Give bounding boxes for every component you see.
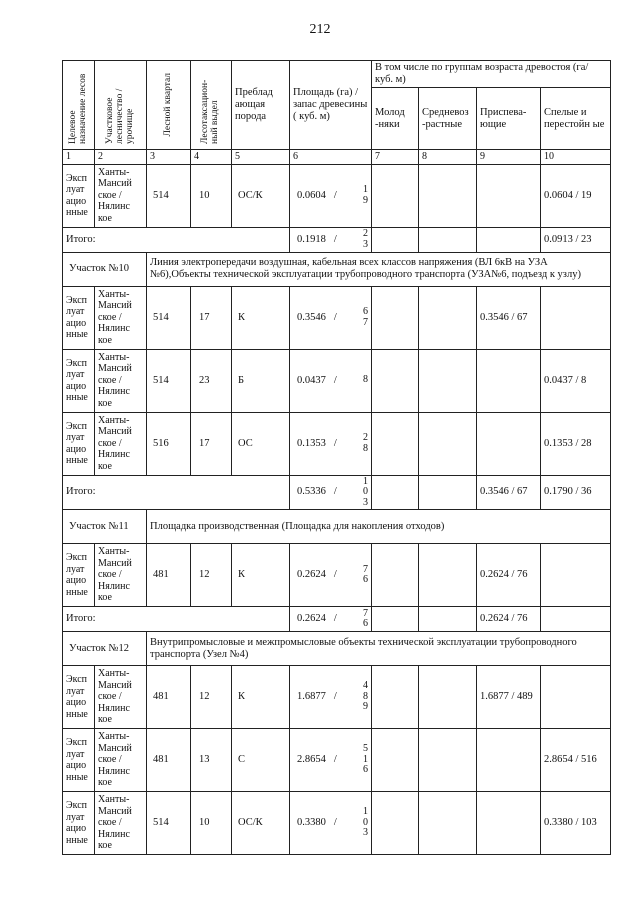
ripening-cell xyxy=(477,607,541,632)
purpose-cell xyxy=(63,666,95,729)
ripening-cell xyxy=(477,792,541,855)
separator: / xyxy=(333,233,337,245)
separator: / xyxy=(333,817,337,829)
mature-cell xyxy=(541,729,611,792)
forestry-cell xyxy=(95,286,147,349)
middle-cell xyxy=(419,164,477,227)
middle-cell xyxy=(419,349,477,412)
section-description: Внутрипромысловые и межпромысловые объекты технической эксплуатации трубопроводного транспорта (Узел №4) xyxy=(150,636,577,660)
area-stock-cell xyxy=(290,792,372,855)
middle-cell xyxy=(419,286,477,349)
header-area: Площадь (га) / запас древесины ( куб. м) xyxy=(290,61,372,150)
purpose: Эксп луат ацио нные xyxy=(66,674,88,720)
plot-cell xyxy=(191,164,232,227)
purpose-cell xyxy=(63,792,95,855)
purpose: Эксп луат ацио нные xyxy=(66,420,88,467)
ripening: 0.2624 / 76 xyxy=(480,613,528,625)
separator: / xyxy=(333,486,337,498)
section-description: Линия электропередачи воздушная, кабельная всех классов напряжения (ВЛ 6кВ на УЗА №6),Объекты технической эксплуатации трубопроводного транспорта (УЗА№6, подъезд к узлу) xyxy=(150,257,581,281)
section-description: Площадка производственная (Площадка для накопления отходов) xyxy=(150,520,445,532)
mature: 0.1353 / 28 xyxy=(544,437,592,449)
species: К xyxy=(238,311,246,323)
section-name-cell xyxy=(63,252,147,286)
section-name-cell xyxy=(63,510,147,544)
forestry-cell xyxy=(95,412,147,475)
plot-cell xyxy=(191,792,232,855)
stock-value xyxy=(363,229,368,250)
stock-digit: 9 xyxy=(363,194,368,206)
stock-digit: 7 xyxy=(363,316,368,328)
plot-cell xyxy=(191,544,232,607)
stock-digit: 3 xyxy=(363,496,368,508)
area-stock-cell xyxy=(290,286,372,349)
stock-digit: 6 xyxy=(363,306,368,318)
ripening-cell xyxy=(477,227,541,252)
plot: 17 xyxy=(199,437,210,449)
species-cell xyxy=(232,349,290,412)
species-cell xyxy=(232,412,290,475)
stock-digit: 1 xyxy=(363,806,368,818)
total-label: Итого: xyxy=(66,233,96,245)
col-number: 4 xyxy=(191,150,232,165)
quarter-cell xyxy=(147,164,191,227)
plot: 23 xyxy=(199,374,210,386)
header-purpose: Целевое назначение лесов xyxy=(63,61,95,150)
purpose-cell xyxy=(63,286,95,349)
area-stock-cell xyxy=(290,349,372,412)
species: Б xyxy=(238,374,245,386)
species: К xyxy=(238,691,246,703)
stock-value xyxy=(363,375,368,386)
stock-digit: 2 xyxy=(363,432,368,444)
stock-value xyxy=(363,744,368,776)
stock-digit: 6 xyxy=(363,618,368,630)
header-species: Преблад ающая порода xyxy=(232,61,290,150)
area-stock-cell xyxy=(290,607,372,632)
young-cell xyxy=(372,286,419,349)
stock-digit: 7 xyxy=(363,563,368,575)
young-cell xyxy=(372,227,419,252)
stock-digit: 2 xyxy=(363,228,368,240)
total-label: Итого: xyxy=(66,613,96,625)
quarter-cell xyxy=(147,349,191,412)
mature: 0.0437 / 8 xyxy=(544,374,587,386)
species-cell xyxy=(232,286,290,349)
table-body xyxy=(63,61,611,855)
species: ОС/К xyxy=(238,189,263,201)
purpose-cell xyxy=(63,349,95,412)
header-ripening: Приспева- ющие xyxy=(477,88,541,150)
table-row xyxy=(63,412,611,475)
stock-digit: 1 xyxy=(363,184,368,196)
section-desc-cell xyxy=(147,632,611,666)
quarter-cell xyxy=(147,792,191,855)
header-row xyxy=(63,61,611,88)
mature: 0.1790 / 36 xyxy=(544,486,592,498)
plot: 13 xyxy=(199,754,210,766)
section-name: Участок №10 xyxy=(69,263,129,275)
stock-digit: 3 xyxy=(363,238,368,250)
mature-cell xyxy=(541,164,611,227)
young-cell xyxy=(372,475,419,510)
header-middle: Средневоз -растные xyxy=(419,88,477,150)
header-plot: Лесотаксацион-ный выдел xyxy=(191,61,232,150)
ripening-cell xyxy=(477,286,541,349)
stock-digit: 8 xyxy=(363,442,368,454)
purpose-cell xyxy=(63,729,95,792)
quarter: 481 xyxy=(153,754,169,766)
mature-cell xyxy=(541,544,611,607)
area-value: 0.1918 xyxy=(297,233,326,245)
col-number: 8 xyxy=(419,150,477,165)
mature-cell xyxy=(541,475,611,510)
stock-digit: 4 xyxy=(363,680,368,692)
total-row xyxy=(63,227,611,252)
forestry-cell xyxy=(95,666,147,729)
ripening: 0.2624 / 76 xyxy=(480,569,528,581)
purpose: Эксп луат ацио нные xyxy=(66,357,88,404)
species-cell xyxy=(232,729,290,792)
quarter: 514 xyxy=(153,817,169,829)
area-value: 0.2624 xyxy=(297,569,326,581)
area-stock-cell xyxy=(290,412,372,475)
young-cell xyxy=(372,729,419,792)
ripening: 1.6877 / 489 xyxy=(480,691,533,703)
plot-cell xyxy=(191,286,232,349)
separator: / xyxy=(333,569,337,581)
separator: / xyxy=(333,311,337,323)
forest-table xyxy=(62,60,611,855)
mature-cell xyxy=(541,792,611,855)
section-name: Участок №12 xyxy=(69,642,129,654)
stock-value xyxy=(363,307,368,328)
stock-digit: 0 xyxy=(363,816,368,828)
header-age-groups: В том числе по группам возраста древостоя (га/ куб. м) xyxy=(372,61,611,88)
quarter: 481 xyxy=(153,691,169,703)
purpose: Эксп луат ацио нные xyxy=(66,172,88,219)
total-label-cell xyxy=(63,227,290,252)
ripening-cell xyxy=(477,412,541,475)
area-value: 0.5336 xyxy=(297,486,326,498)
separator: / xyxy=(333,374,337,386)
quarter: 516 xyxy=(153,437,169,449)
middle-cell xyxy=(419,412,477,475)
mature-cell xyxy=(541,286,611,349)
separator: / xyxy=(333,613,337,625)
quarter: 514 xyxy=(153,374,169,386)
area-value: 0.1353 xyxy=(297,437,326,449)
area-value: 0.2624 xyxy=(297,613,326,625)
forestry-cell xyxy=(95,544,147,607)
middle-cell xyxy=(419,729,477,792)
area-value: 0.0604 xyxy=(297,189,326,201)
species-cell xyxy=(232,792,290,855)
stock-digit: 8 xyxy=(363,690,368,702)
col-number: 1 xyxy=(63,150,95,165)
stock-digit: 3 xyxy=(363,827,368,839)
mature-cell xyxy=(541,412,611,475)
table-row xyxy=(63,164,611,227)
ripening-cell xyxy=(477,475,541,510)
stock-value xyxy=(363,565,368,586)
quarter-cell xyxy=(147,286,191,349)
area-value: 0.3546 xyxy=(297,311,326,323)
header-young: Молод -няки xyxy=(372,88,419,150)
young-cell xyxy=(372,792,419,855)
plot: 10 xyxy=(199,189,210,201)
section-desc-cell xyxy=(147,252,611,286)
forestry: Ханты- Мансий ское / Нялинс кое xyxy=(98,546,132,604)
quarter: 514 xyxy=(153,189,169,201)
stock-digit: 5 xyxy=(363,743,368,755)
quarter-cell xyxy=(147,412,191,475)
species: ОС xyxy=(238,437,253,449)
area-stock-cell xyxy=(290,475,372,510)
stock-digit: 8 xyxy=(363,374,368,386)
table-row xyxy=(63,349,611,412)
forestry-cell xyxy=(95,349,147,412)
total-label: Итого: xyxy=(66,486,96,498)
young-cell xyxy=(372,164,419,227)
stock-value xyxy=(363,807,368,839)
section-name-cell xyxy=(63,632,147,666)
table-row xyxy=(63,792,611,855)
quarter-cell xyxy=(147,666,191,729)
purpose-cell xyxy=(63,412,95,475)
species: ОС/К xyxy=(238,817,263,829)
total-label-cell xyxy=(63,607,290,632)
table-row xyxy=(63,544,611,607)
forestry-cell xyxy=(95,164,147,227)
forestry: Ханты- Мансий ское / Нялинс кое xyxy=(98,414,132,472)
plot-cell xyxy=(191,666,232,729)
stock-value xyxy=(363,433,368,454)
area-value: 2.8654 xyxy=(297,754,326,766)
forestry: Ханты- Мансий ское / Нялинс кое xyxy=(98,731,132,789)
section-row xyxy=(63,252,611,286)
header-mature: Спелые и перестойн ые xyxy=(541,88,611,150)
stock-value xyxy=(363,185,368,206)
area-stock-cell xyxy=(290,227,372,252)
species: С xyxy=(238,754,246,766)
forestry: Ханты- Мансий ское / Нялинс кое xyxy=(98,351,132,409)
middle-cell xyxy=(419,792,477,855)
purpose: Эксп луат ацио нные xyxy=(66,737,88,783)
young-cell xyxy=(372,544,419,607)
area-value: 0.0437 xyxy=(297,374,326,386)
plot-cell xyxy=(191,349,232,412)
young-cell xyxy=(372,607,419,632)
ripening: 0.3546 / 67 xyxy=(480,311,528,323)
forestry: Ханты- Мансий ское / Нялинс кое xyxy=(98,668,132,726)
area-stock-cell xyxy=(290,666,372,729)
stock-value xyxy=(363,477,368,509)
section-row xyxy=(63,632,611,666)
quarter: 481 xyxy=(153,569,169,581)
separator: / xyxy=(333,437,337,449)
stock-digit: 0 xyxy=(363,486,368,498)
ripening-cell xyxy=(477,164,541,227)
table-row xyxy=(63,666,611,729)
stock-digit: 6 xyxy=(363,574,368,586)
young-cell xyxy=(372,349,419,412)
section-row xyxy=(63,510,611,544)
col-number: 10 xyxy=(541,150,611,165)
separator: / xyxy=(333,189,337,201)
mature: 2.8654 / 516 xyxy=(544,754,597,766)
middle-cell xyxy=(419,666,477,729)
table-row xyxy=(63,729,611,792)
mature-cell xyxy=(541,607,611,632)
plot: 12 xyxy=(199,691,210,703)
middle-cell xyxy=(419,607,477,632)
area-value: 1.6877 xyxy=(297,691,326,703)
plot-cell xyxy=(191,729,232,792)
header-numbers-row xyxy=(63,150,611,165)
separator: / xyxy=(333,691,337,703)
purpose: Эксп луат ацио нные xyxy=(66,294,88,341)
mature-cell xyxy=(541,349,611,412)
area-stock-cell xyxy=(290,164,372,227)
stock-digit: 7 xyxy=(363,607,368,619)
total-row xyxy=(63,607,611,632)
stock-value xyxy=(363,609,368,630)
purpose: Эксп луат ацио нные xyxy=(66,552,88,598)
species: К xyxy=(238,569,246,581)
section-name: Участок №11 xyxy=(69,520,129,532)
mature: 0.3380 / 103 xyxy=(544,817,597,829)
forestry-cell xyxy=(95,729,147,792)
plot-cell xyxy=(191,412,232,475)
mature: 0.0913 / 23 xyxy=(544,233,592,245)
ripening-cell xyxy=(477,349,541,412)
purpose: Эксп луат ацио нные xyxy=(66,800,88,846)
young-cell xyxy=(372,666,419,729)
forestry: Ханты- Мансий ское / Нялинс кое xyxy=(98,794,132,852)
col-number: 9 xyxy=(477,150,541,165)
species-cell xyxy=(232,666,290,729)
middle-cell xyxy=(419,227,477,252)
stock-value xyxy=(363,681,368,713)
plot: 10 xyxy=(199,817,210,829)
col-number: 7 xyxy=(372,150,419,165)
mature-cell xyxy=(541,227,611,252)
stock-digit: 1 xyxy=(363,475,368,487)
header-forestry: Участковое лесничество / урочище xyxy=(95,61,147,150)
ripening-cell xyxy=(477,729,541,792)
middle-cell xyxy=(419,475,477,510)
area-stock-cell xyxy=(290,729,372,792)
forestry: Ханты- Мансий ское / Нялинс кое xyxy=(98,288,132,346)
mature-cell xyxy=(541,666,611,729)
col-number: 6 xyxy=(290,150,372,165)
quarter: 514 xyxy=(153,311,169,323)
ripening: 0.3546 / 67 xyxy=(480,486,528,498)
forestry: Ханты- Мансий ское / Нялинс кое xyxy=(98,166,132,224)
stock-digit: 6 xyxy=(363,764,368,776)
forestry-cell xyxy=(95,792,147,855)
stock-digit: 1 xyxy=(363,753,368,765)
young-cell xyxy=(372,412,419,475)
table-row xyxy=(63,286,611,349)
page-number: 212 xyxy=(309,22,331,37)
stock-digit: 9 xyxy=(363,701,368,713)
header-quarter: Лесной квартал xyxy=(147,61,191,150)
area-value: 0.3380 xyxy=(297,817,326,829)
plot: 12 xyxy=(199,569,210,581)
species-cell xyxy=(232,164,290,227)
purpose-cell xyxy=(63,544,95,607)
section-desc-cell xyxy=(147,510,611,544)
total-label-cell xyxy=(63,475,290,510)
total-row xyxy=(63,475,611,510)
col-number: 5 xyxy=(232,150,290,165)
mature: 0.0604 / 19 xyxy=(544,189,592,201)
middle-cell xyxy=(419,544,477,607)
species-cell xyxy=(232,544,290,607)
ripening-cell xyxy=(477,666,541,729)
col-number: 3 xyxy=(147,150,191,165)
col-number: 2 xyxy=(95,150,147,165)
ripening-cell xyxy=(477,544,541,607)
plot: 17 xyxy=(199,311,210,323)
separator: / xyxy=(333,754,337,766)
quarter-cell xyxy=(147,544,191,607)
quarter-cell xyxy=(147,729,191,792)
purpose-cell xyxy=(63,164,95,227)
area-stock-cell xyxy=(290,544,372,607)
